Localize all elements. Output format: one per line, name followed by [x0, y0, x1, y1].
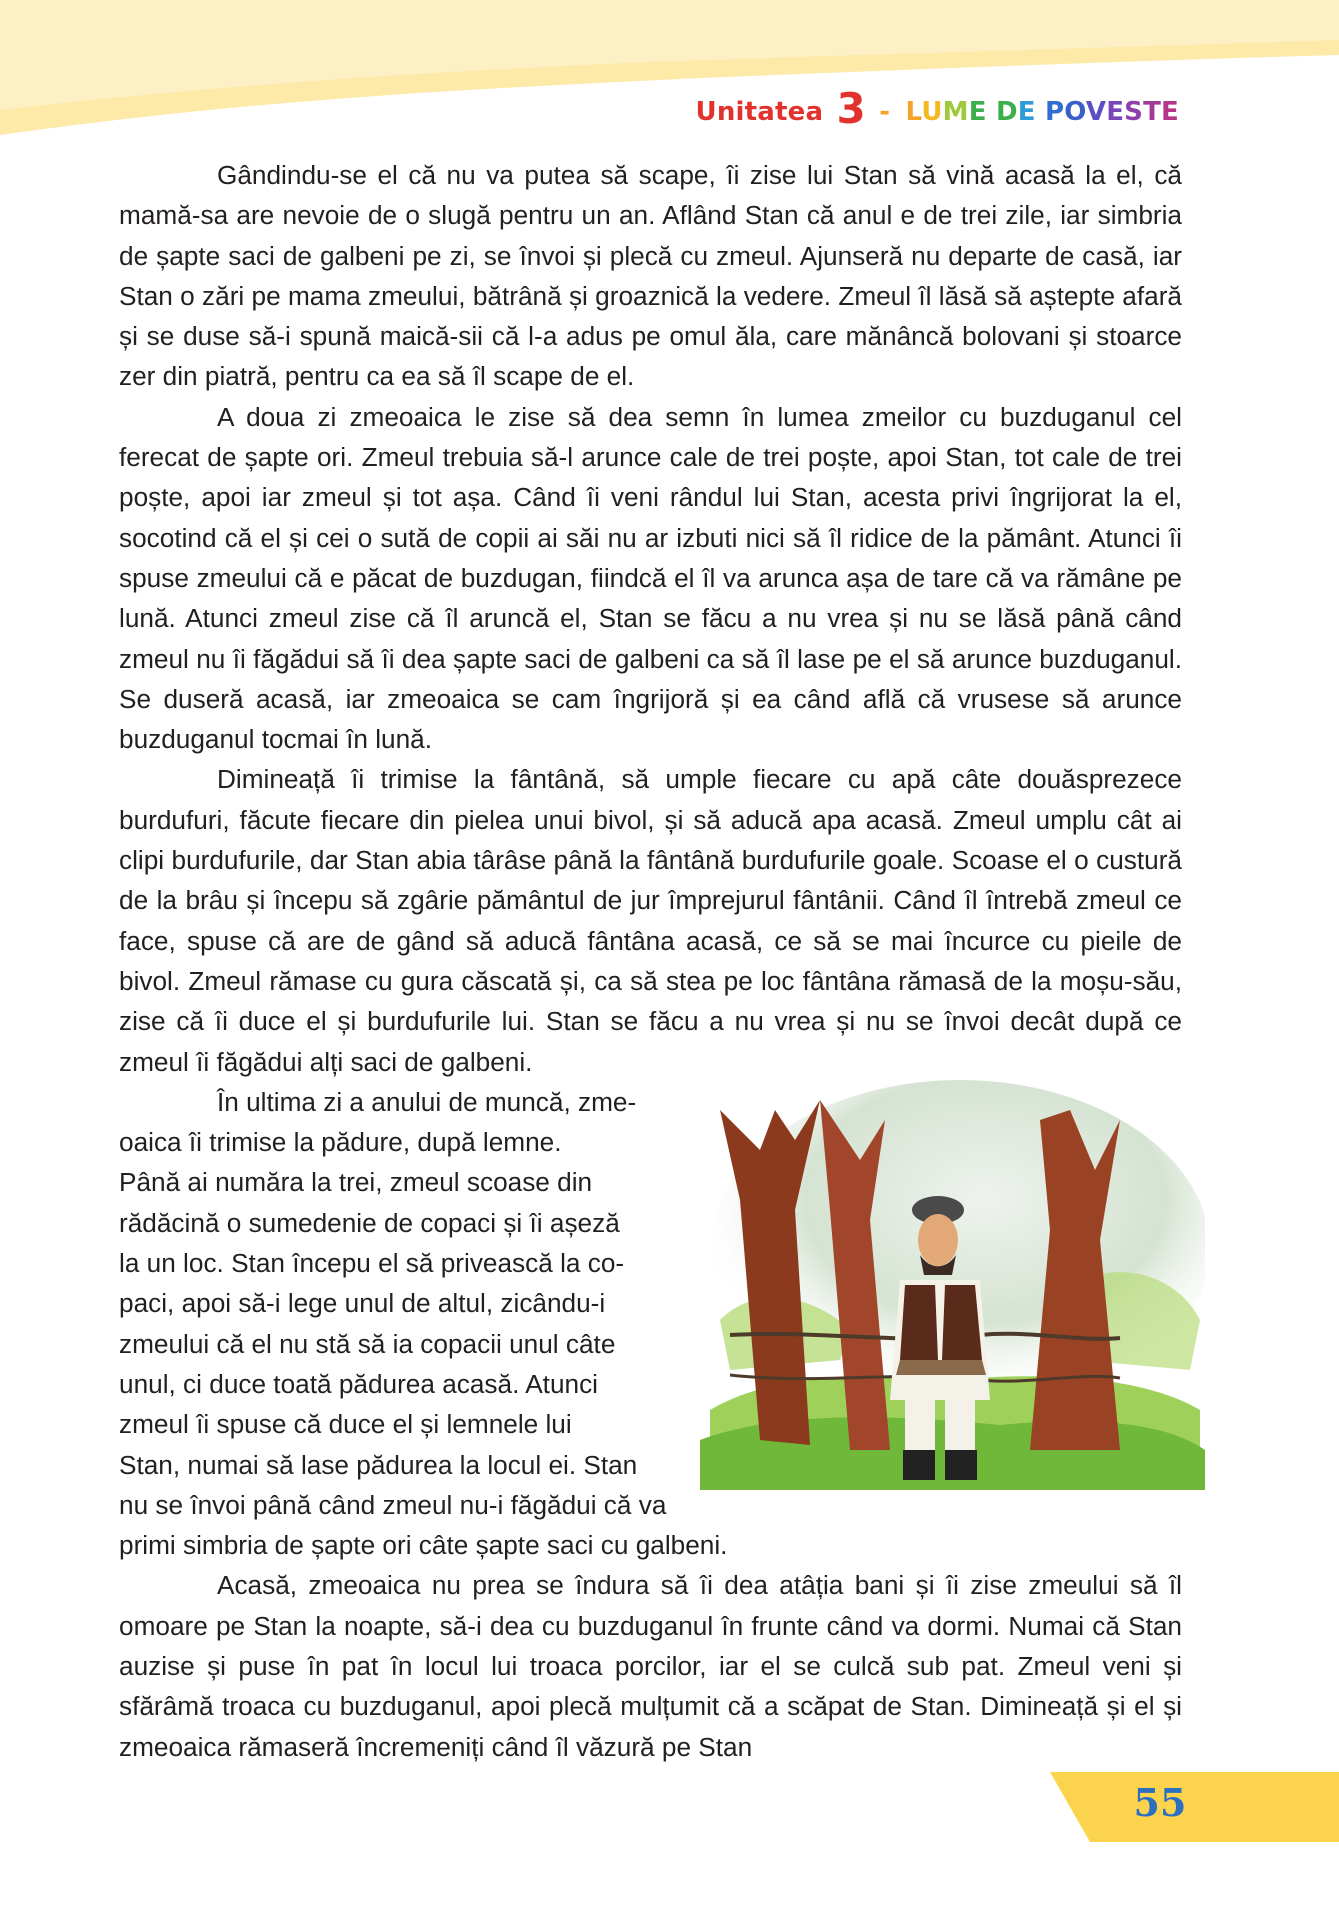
text-line: În ultima zi a anului de muncă, zme-: [217, 1086, 637, 1117]
title-letter: D: [995, 97, 1018, 127]
unit-header: [696, 84, 1179, 133]
page-number: 55: [1133, 1780, 1187, 1825]
text-line: oaica îi trimise la pădure, după lemne.: [119, 1127, 562, 1158]
text-line: primi simbria de șapte ori câte șapte saci cu galbeni.: [119, 1530, 728, 1561]
title-letter: E: [1161, 97, 1179, 127]
title-letter: U: [921, 97, 943, 127]
text-line: unul, ci duce toată pădurea acasă. Atunci: [119, 1368, 598, 1399]
title-letter: V: [1085, 97, 1107, 127]
title-letter: E: [1017, 97, 1036, 127]
text-line: nu se învoi până când zmeul nu-i făgădui că va: [119, 1489, 667, 1520]
title-letter: [987, 97, 996, 127]
text-line: Stan, numai să lase pădurea la locul ei. Stan: [119, 1449, 638, 1480]
title-letter: E: [1106, 97, 1125, 127]
forest-illustration: [700, 1080, 1205, 1490]
unit-title: [905, 97, 1179, 127]
paragraph: Gândindu-se el că nu va putea să scape, îi zise lui Stan să vină acasă la el, că mamă-sa are nevoie de o slugă pentru un an. Aflând Stan că anul e de trei zile, iar simbria de șapte saci de galbeni pe zi, se învoi și plecă cu zmeul. Ajunseră nu departe de casă, iar Stan o zări pe mama zmeului, bătrână și groaznică la vedere. Zmeul îl lăsă să aștepte afară și se duse să-i spună maică-sii că l-a adus pe omul ăla, care mănâncă bolovani și stoarce zer din piatră, pentru ca ea să îl scape de el.: [119, 160, 1182, 392]
title-letter: O: [1064, 97, 1086, 127]
text-line: zmeul îi spuse că duce el și lemnele lui: [119, 1409, 572, 1440]
title-letter: [1036, 97, 1045, 127]
story-text: [119, 155, 1182, 1767]
text-line: la un loc. Stan începu el să privească la co-: [119, 1248, 625, 1279]
title-letter: T: [1143, 97, 1162, 127]
text-line: paci, apoi să-i lege unul de altul, zicându-i: [119, 1288, 606, 1319]
unit-dash: -: [879, 97, 891, 127]
text-line: rădăcină o sumedenie de copaci și îi așeză: [119, 1207, 620, 1238]
paragraph: Acasă, zmeoaica nu prea se îndura să îi dea atâția bani și îi zise zmeului să îl omoare pe Stan la noapte, să-i dea cu buzduganul în frunte când va dormi. Numai că Stan auzise și puse în pat în locul lui troaca porcilor, iar el se culcă sub pat. Zmeul veni și sfărâmă troaca cu buzduganul, apoi plecă mulțumit că a scăpat de Stan. Dimineață și el și zmeoaica rămaseră încremeniți când îl văzură pe Stan: [119, 1570, 1182, 1762]
text-line: zmeului că el nu stă să ia copacii unul câte: [119, 1328, 616, 1359]
paragraph: Dimineață îi trimise la fântână, să umple fiecare cu apă câte douăsprezece burdufuri, făcute fiecare din pielea unui bivol, și să aducă apa acasă. Zmeul umplu cât ai clipi burdufurile, dar Stan abia târâse până la fântână burdufurile goale. Scoase el o custură de la brâu și începu să zgârie pământul de jur împrejurul fântânii. Când îl întrebă zmeul ce face, spuse că are de gând să aducă fântâna acasă, ce să se mai încurce cu pieile de bivol. Zmeul rămase cu gura căscată și, ca să stea pe loc fântâna rămasă de la moșu-său, zise că îi duce el și burdufurile lui. Stan se făcu a nu vrea și nu se învoi decât după ce zmeul îi făgădui alți saci de galbeni.: [119, 764, 1182, 1077]
unit-label: Unitatea: [695, 97, 824, 127]
wrapped-paragraph: [119, 1082, 719, 1525]
title-letter: P: [1044, 97, 1065, 127]
title-letter: M: [942, 97, 969, 127]
title-letter: L: [905, 97, 922, 127]
unit-number: 3: [836, 84, 866, 133]
title-letter: S: [1124, 97, 1144, 127]
paragraph: A doua zi zmeoaica le zise să dea semn în lumea zmeilor cu buzduganul cel ferecat de șapte ori. Zmeul trebuia să-l arunce cale de trei poște, apoi Stan, tot cale de trei poște, apoi iar zmeul și tot așa. Când îi veni rândul lui Stan, acesta privi îngrijorat la el, socotind că el și cei o sută de copii ai săi nu ar izbuti nici să îl ridice de la pământ. Atunci îi spuse zmeului că e păcat de buzdugan, fiindcă el îl va arunca așa de tare că va rămâne pe lună. Atunci zmeul zise că îl aruncă el, Stan se făcu a nu vrea și nu se lăsă până când zmeul nu îi făgădui să îi dea șapte saci de galbeni ca să îl lase pe el să arunce buzduganul. Se duseră acasă, iar zmeoaica se cam îngrijoră și ea când află că vrusese să arunce buzduganul tocmai în lună.: [119, 401, 1182, 755]
text-line: Până ai număra la trei, zmeul scoase din: [119, 1167, 593, 1198]
title-letter: E: [968, 97, 987, 127]
